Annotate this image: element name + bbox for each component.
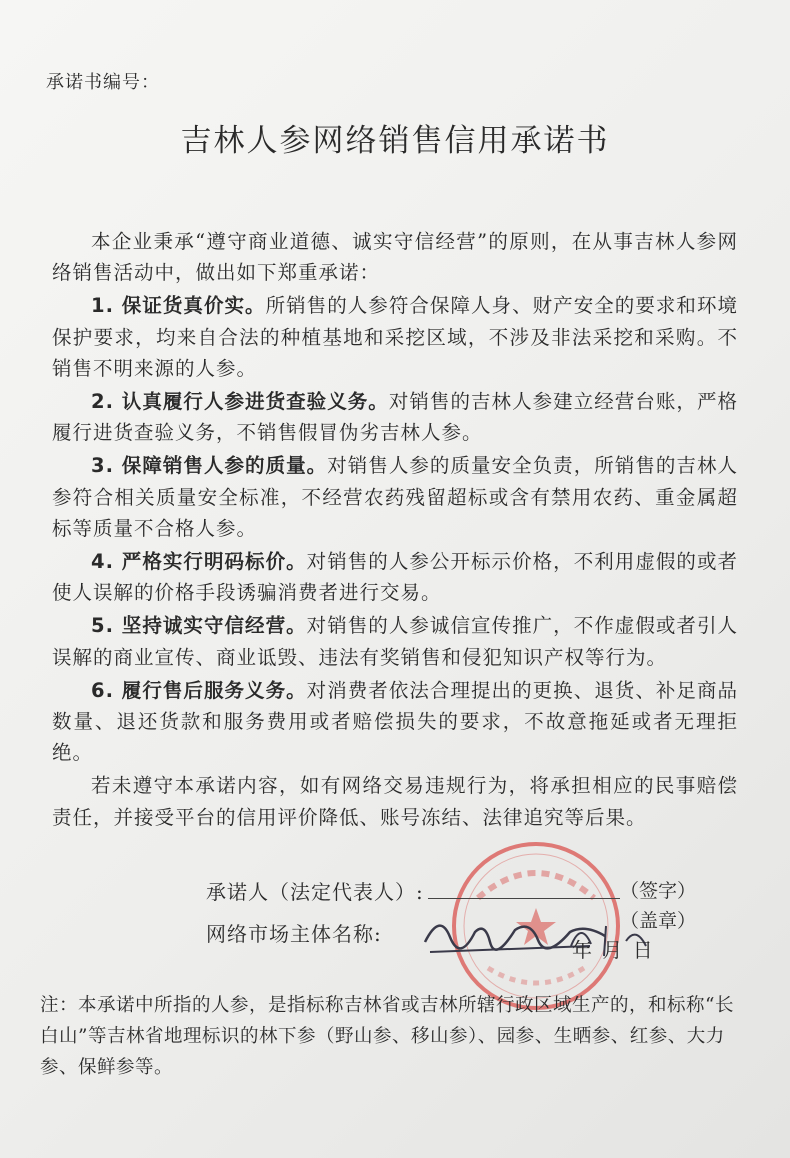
promiser-signature-line [428,880,620,899]
entity-row [206,918,382,947]
date-line: 年 月 日 [572,938,655,962]
item-text: 对消费者依法合理提出的更换、退货、补足商品数量、退还货款和服务费用或者赔偿损失的要求，不故意拖延或者无理拒绝。 [52,678,738,765]
page-title: 吉林人参网络销售信用承诺书 [180,123,610,159]
item-heading: 1. 保证货真价实。 [91,294,266,318]
entity-name-label: 网络市场主体名称: [206,922,382,946]
item-heading: 3. 保障销售人参的质量。 [91,454,328,478]
item-heading: 4. 严格实行明码标价。 [91,550,307,574]
item-text: 对销售的吉林人参建立经营台账，严格履行进货查验义务，不销售假冒伪劣吉林人参。 [52,390,738,445]
item-text: 对销售的人参公开标示价格，不利用虚假的或者使人误解的价格手段诱骗消费者进行交易。 [52,550,738,605]
commitment-body [52,226,738,833]
item-text: 所销售的人参符合保障人身、财产安全的要求和环境保护要求，均来自合法的种植基地和采挖区域，不涉及非法采挖和采购。不销售不明来源的人参。 [52,294,738,380]
seal-note: （盖章） [620,910,697,932]
commitment-item-6 [52,675,738,769]
commitment-item-5 [52,610,738,672]
item-text: 对销售的人参诚信宣传推广，不作虚假或者引人误解的商业宣传、商业诋毁、违法有奖销售和侵犯知识产权等行为。 [52,614,738,669]
sign-note: （签字） [620,880,697,902]
intro-paragraph: 本企业秉承“遵守商业道德、诚实守信经营”的原则，在从事吉林人参网络销售活动中，做出如下郑重承诺： [52,230,738,285]
commitment-item-2 [52,386,738,448]
promiser-row [206,876,624,905]
document-number-label: 承诺书编号： [46,72,160,93]
item-heading: 6. 履行售后服务义务。 [91,678,307,702]
closing-paragraph: 若未遵守本承诺内容，如有网络交易违规行为，将承担相应的民事赔偿责任，并接受平台的信用评价降低、账号冻结、法律追究等后果。 [52,774,738,829]
commitment-item-3 [52,450,738,544]
item-heading: 2. 认真履行人参进货查验义务。 [91,390,389,414]
item-text: 对销售人参的质量安全负责，所销售的吉林人参符合相关质量安全标准，不经营农药残留超标或含有禁用农药、重金属超标等质量不合格人参。 [52,454,738,540]
promiser-label: 承诺人（法定代表人）: [206,880,424,904]
commitment-item-1 [52,290,738,384]
item-heading: 5. 坚持诚实守信经营。 [91,614,307,638]
commitment-item-4 [52,546,738,608]
footnote: 注：本承诺中所指的人参，是指标称吉林省或吉林所辖行政区域生产的，和标称“长白山”等吉林省地理标识的林下参（野山参、移山参）、园参、生晒参、红参、大力参、保鲜参等。 [40,995,734,1078]
